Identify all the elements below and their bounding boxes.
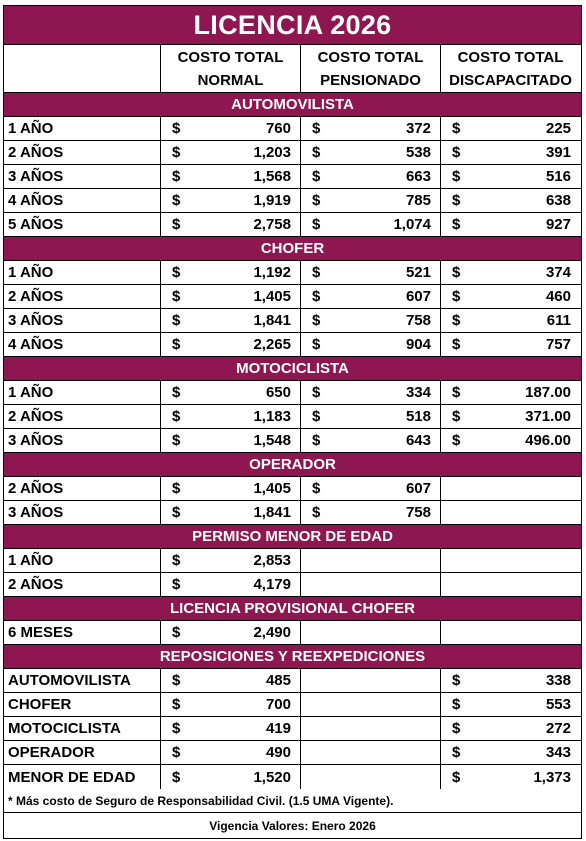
currency-symbol: $ xyxy=(312,192,321,209)
cost-pensionado-cell xyxy=(301,213,441,236)
currency-symbol: $ xyxy=(172,504,181,521)
section-header: CHOFER xyxy=(4,237,581,261)
currency-symbol: $ xyxy=(312,336,321,353)
section-header: REPOSICIONES Y REEXPEDICIONES xyxy=(4,645,581,669)
row-label: 1 AÑO xyxy=(4,549,161,572)
section-header: OPERADOR xyxy=(4,453,581,477)
cost-discapacitado-cell xyxy=(441,213,580,236)
cost-discapacitado-cell xyxy=(441,405,580,428)
header-normal-line1: COSTO TOTAL xyxy=(177,48,284,66)
amount-value: 758 xyxy=(405,504,431,521)
amount-value: 638 xyxy=(545,192,571,209)
section-header: AUTOMOVILISTA xyxy=(4,93,581,117)
currency-symbol: $ xyxy=(172,288,181,305)
table-row xyxy=(4,165,581,189)
header-discapacitado-line2: DISCAPACITADO xyxy=(449,71,572,89)
amount-value: 927 xyxy=(545,216,571,233)
cost-pensionado-cell xyxy=(301,405,441,428)
amount-value: 1,405 xyxy=(253,288,291,305)
currency-symbol: $ xyxy=(452,216,461,233)
row-label: 2 AÑOS xyxy=(4,405,161,428)
row-label: 1 AÑO xyxy=(4,261,161,284)
cost-pensionado-cell xyxy=(301,501,441,524)
amount-value: 1,405 xyxy=(253,480,291,497)
currency-symbol: $ xyxy=(452,744,461,761)
row-label: 6 MESES xyxy=(4,621,161,644)
currency-symbol: $ xyxy=(172,480,181,497)
amount-value: 1,373 xyxy=(533,768,571,786)
amount-value: 650 xyxy=(265,384,291,401)
cost-pensionado-cell xyxy=(301,429,441,452)
cost-discapacitado-cell xyxy=(441,573,580,596)
row-label: 4 AÑOS xyxy=(4,189,161,212)
currency-symbol: $ xyxy=(452,696,461,713)
row-label: MENOR DE EDAD xyxy=(4,765,161,789)
currency-symbol: $ xyxy=(312,432,321,449)
amount-value: 225 xyxy=(545,120,571,137)
currency-symbol: $ xyxy=(172,384,181,401)
amount-value: 700 xyxy=(265,696,291,713)
amount-value: 904 xyxy=(405,336,431,353)
amount-value: 1,841 xyxy=(253,312,291,329)
amount-value: 643 xyxy=(405,432,431,449)
currency-symbol: $ xyxy=(452,672,461,689)
table-row xyxy=(4,141,581,165)
cost-normal-cell xyxy=(161,573,301,596)
currency-symbol: $ xyxy=(312,504,321,521)
row-label: CHOFER xyxy=(4,693,161,716)
cost-discapacitado-cell xyxy=(441,741,580,764)
currency-symbol: $ xyxy=(172,120,181,137)
amount-value: 758 xyxy=(405,312,431,329)
cost-normal-cell xyxy=(161,717,301,740)
amount-value: 496.00 xyxy=(525,432,571,449)
cost-pensionado-cell xyxy=(301,669,441,692)
currency-symbol: $ xyxy=(452,120,461,137)
cost-normal-cell xyxy=(161,333,301,356)
row-label: 5 AÑOS xyxy=(4,213,161,236)
table-row xyxy=(4,429,581,453)
cost-normal-cell xyxy=(161,693,301,716)
currency-symbol: $ xyxy=(172,336,181,353)
currency-symbol: $ xyxy=(172,216,181,233)
currency-symbol: $ xyxy=(312,144,321,161)
cost-normal-cell xyxy=(161,549,301,572)
cost-discapacitado-cell xyxy=(441,765,580,789)
currency-symbol: $ xyxy=(452,264,461,281)
cost-normal-cell xyxy=(161,477,301,500)
amount-value: 521 xyxy=(405,264,431,281)
cost-pensionado-cell xyxy=(301,141,441,164)
footnote: * Más costo de Seguro de Responsabilidad Civil. (1.5 UMA Vigente). xyxy=(4,789,581,813)
amount-value: 1,192 xyxy=(253,264,291,281)
cost-discapacitado-cell xyxy=(441,261,580,284)
row-label: 2 AÑOS xyxy=(4,477,161,500)
cost-pensionado-cell xyxy=(301,477,441,500)
cost-pensionado-cell xyxy=(301,165,441,188)
header-pensionado-line2: PENSIONADO xyxy=(320,71,421,89)
table-row xyxy=(4,669,581,693)
cost-discapacitado-cell xyxy=(441,693,580,716)
currency-symbol: $ xyxy=(312,168,321,185)
cost-pensionado-cell xyxy=(301,309,441,332)
amount-value: 1,841 xyxy=(253,504,291,521)
table-row xyxy=(4,285,581,309)
table-row xyxy=(4,405,581,429)
currency-symbol: $ xyxy=(172,576,181,593)
row-label: AUTOMOVILISTA xyxy=(4,669,161,692)
table-row xyxy=(4,117,581,141)
table-body xyxy=(4,93,581,789)
table-row xyxy=(4,765,581,789)
cost-normal-cell xyxy=(161,621,301,644)
currency-symbol: $ xyxy=(172,624,181,641)
cost-normal-cell xyxy=(161,141,301,164)
amount-value: 607 xyxy=(405,288,431,305)
currency-symbol: $ xyxy=(312,384,321,401)
amount-value: 538 xyxy=(405,144,431,161)
table-row xyxy=(4,381,581,405)
amount-value: 1,568 xyxy=(253,168,291,185)
header-normal-line2: NORMAL xyxy=(197,71,264,89)
cost-discapacitado-cell xyxy=(441,165,580,188)
currency-symbol: $ xyxy=(312,312,321,329)
cost-pensionado-cell xyxy=(301,285,441,308)
cost-pensionado-cell xyxy=(301,693,441,716)
amount-value: 272 xyxy=(545,720,571,737)
amount-value: 516 xyxy=(545,168,571,185)
currency-symbol: $ xyxy=(172,696,181,713)
row-label: 2 AÑOS xyxy=(4,141,161,164)
currency-symbol: $ xyxy=(312,288,321,305)
currency-symbol: $ xyxy=(312,408,321,425)
currency-symbol: $ xyxy=(452,168,461,185)
cost-discapacitado-cell xyxy=(441,333,580,356)
amount-value: 2,758 xyxy=(253,216,291,233)
currency-symbol: $ xyxy=(452,192,461,209)
header-discapacitado xyxy=(441,45,580,92)
header-pensionado-line1: COSTO TOTAL xyxy=(317,48,424,66)
cost-discapacitado-cell xyxy=(441,285,580,308)
row-label: MOTOCICLISTA xyxy=(4,717,161,740)
cost-normal-cell xyxy=(161,765,301,789)
section-header: MOTOCICLISTA xyxy=(4,357,581,381)
cost-discapacitado-cell xyxy=(441,189,580,212)
currency-symbol: $ xyxy=(312,264,321,281)
amount-value: 1,203 xyxy=(253,144,291,161)
currency-symbol: $ xyxy=(312,480,321,497)
cost-pensionado-cell xyxy=(301,189,441,212)
currency-symbol: $ xyxy=(452,384,461,401)
license-fee-table xyxy=(3,5,582,839)
row-label: 1 AÑO xyxy=(4,381,161,404)
row-label: OPERADOR xyxy=(4,741,161,764)
currency-symbol: $ xyxy=(172,264,181,281)
amount-value: 460 xyxy=(545,288,571,305)
validity-footer: Vigencia Valores: Enero 2026 xyxy=(209,818,376,833)
currency-symbol: $ xyxy=(172,312,181,329)
currency-symbol: $ xyxy=(172,192,181,209)
row-label: 3 AÑOS xyxy=(4,309,161,332)
cost-discapacitado-cell xyxy=(441,717,580,740)
amount-value: 343 xyxy=(545,744,571,761)
amount-value: 553 xyxy=(545,696,571,713)
table-row xyxy=(4,501,581,525)
cost-pensionado-cell xyxy=(301,117,441,140)
amount-value: 2,853 xyxy=(253,552,291,569)
cost-pensionado-cell xyxy=(301,621,441,644)
cost-normal-cell xyxy=(161,669,301,692)
cost-normal-cell xyxy=(161,261,301,284)
cost-normal-cell xyxy=(161,741,301,764)
amount-value: 4,179 xyxy=(253,576,291,593)
cost-discapacitado-cell xyxy=(441,621,580,644)
currency-symbol: $ xyxy=(452,432,461,449)
currency-symbol: $ xyxy=(452,144,461,161)
cost-pensionado-cell xyxy=(301,549,441,572)
column-header-row xyxy=(4,45,581,93)
table-title: LICENCIA 2026 xyxy=(4,6,581,45)
row-label: 3 AÑOS xyxy=(4,501,161,524)
cost-normal-cell xyxy=(161,429,301,452)
cost-pensionado-cell xyxy=(301,381,441,404)
cost-pensionado-cell xyxy=(301,573,441,596)
table-row xyxy=(4,693,581,717)
cost-pensionado-cell xyxy=(301,261,441,284)
cost-pensionado-cell xyxy=(301,717,441,740)
amount-value: 1,919 xyxy=(253,192,291,209)
amount-value: 490 xyxy=(265,744,291,761)
currency-symbol: $ xyxy=(452,408,461,425)
table-row xyxy=(4,477,581,501)
row-label: 3 AÑOS xyxy=(4,165,161,188)
amount-value: 485 xyxy=(265,672,291,689)
cost-discapacitado-cell xyxy=(441,381,580,404)
cost-discapacitado-cell xyxy=(441,309,580,332)
cost-pensionado-cell xyxy=(301,741,441,764)
currency-symbol: $ xyxy=(312,120,321,137)
amount-value: 518 xyxy=(405,408,431,425)
currency-symbol: $ xyxy=(172,744,181,761)
cost-normal-cell xyxy=(161,501,301,524)
cost-normal-cell xyxy=(161,213,301,236)
header-discapacitado-line1: COSTO TOTAL xyxy=(457,48,564,66)
amount-value: 374 xyxy=(545,264,571,281)
currency-symbol: $ xyxy=(452,336,461,353)
table-row xyxy=(4,549,581,573)
currency-symbol: $ xyxy=(452,312,461,329)
currency-symbol: $ xyxy=(452,768,461,786)
amount-value: 371.00 xyxy=(525,408,571,425)
amount-value: 419 xyxy=(265,720,291,737)
header-blank-cell xyxy=(4,45,161,92)
currency-symbol: $ xyxy=(172,168,181,185)
cost-normal-cell xyxy=(161,189,301,212)
cost-normal-cell xyxy=(161,117,301,140)
table-row xyxy=(4,213,581,237)
cost-pensionado-cell xyxy=(301,333,441,356)
cost-normal-cell xyxy=(161,381,301,404)
currency-symbol: $ xyxy=(172,408,181,425)
table-row xyxy=(4,573,581,597)
row-label: 3 AÑOS xyxy=(4,429,161,452)
cost-discapacitado-cell xyxy=(441,501,580,524)
cost-pensionado-cell xyxy=(301,765,441,789)
amount-value: 2,490 xyxy=(253,624,291,641)
amount-value: 757 xyxy=(545,336,571,353)
section-header: PERMISO MENOR DE EDAD xyxy=(4,525,581,549)
amount-value: 338 xyxy=(545,672,571,689)
amount-value: 611 xyxy=(546,312,571,329)
currency-symbol: $ xyxy=(172,552,181,569)
cost-discapacitado-cell xyxy=(441,669,580,692)
amount-value: 372 xyxy=(405,120,431,137)
table-row xyxy=(4,189,581,213)
cost-discapacitado-cell xyxy=(441,117,580,140)
amount-value: 1,548 xyxy=(253,432,291,449)
amount-value: 760 xyxy=(265,120,291,137)
cost-discapacitado-cell xyxy=(441,141,580,164)
row-label: 1 AÑO xyxy=(4,117,161,140)
currency-symbol: $ xyxy=(452,288,461,305)
table-row xyxy=(4,741,581,765)
amount-value: 1,520 xyxy=(253,768,291,786)
table-row xyxy=(4,717,581,741)
amount-value: 391 xyxy=(545,144,571,161)
cost-discapacitado-cell xyxy=(441,429,580,452)
currency-symbol: $ xyxy=(172,144,181,161)
currency-symbol: $ xyxy=(172,432,181,449)
row-label: 4 AÑOS xyxy=(4,333,161,356)
currency-symbol: $ xyxy=(312,216,321,233)
section-header: LICENCIA PROVISIONAL CHOFER xyxy=(4,597,581,621)
currency-symbol: $ xyxy=(452,720,461,737)
table-row xyxy=(4,621,581,645)
header-normal xyxy=(161,45,301,92)
cost-normal-cell xyxy=(161,309,301,332)
table-row xyxy=(4,309,581,333)
table-row xyxy=(4,333,581,357)
cost-discapacitado-cell xyxy=(441,477,580,500)
amount-value: 607 xyxy=(405,480,431,497)
currency-symbol: $ xyxy=(172,672,181,689)
amount-value: 334 xyxy=(405,384,431,401)
cost-normal-cell xyxy=(161,405,301,428)
amount-value: 1,074 xyxy=(393,216,431,233)
amount-value: 1,183 xyxy=(253,408,291,425)
cost-normal-cell xyxy=(161,165,301,188)
amount-value: 2,265 xyxy=(253,336,291,353)
header-pensionado xyxy=(301,45,441,92)
row-label: 2 AÑOS xyxy=(4,573,161,596)
amount-value: 187.00 xyxy=(525,384,571,401)
amount-value: 785 xyxy=(405,192,431,209)
cost-discapacitado-cell xyxy=(441,549,580,572)
cost-normal-cell xyxy=(161,285,301,308)
currency-symbol: $ xyxy=(172,768,181,786)
table-row xyxy=(4,261,581,285)
currency-symbol: $ xyxy=(172,720,181,737)
amount-value: 663 xyxy=(405,168,431,185)
row-label: 2 AÑOS xyxy=(4,285,161,308)
